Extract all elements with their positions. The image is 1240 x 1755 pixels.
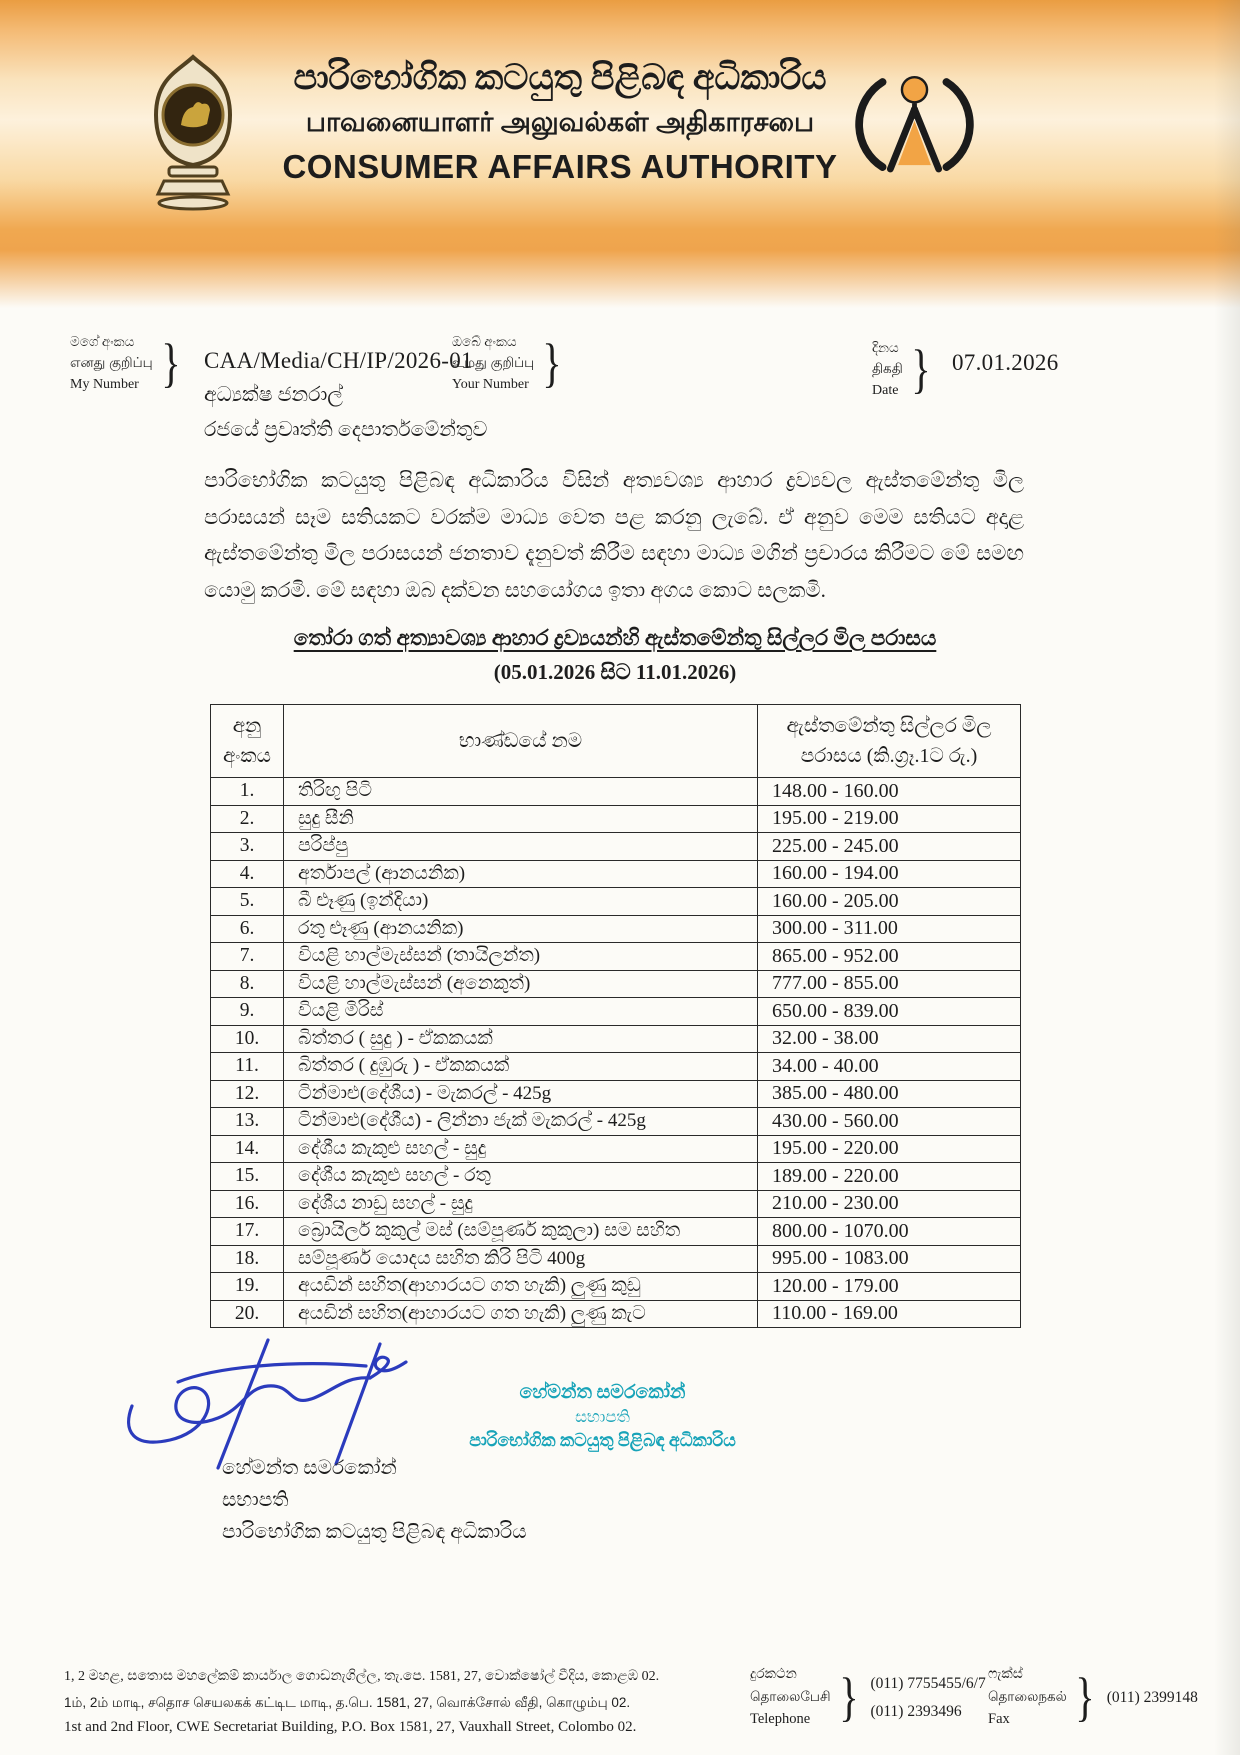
date-label-english: Date (872, 382, 899, 398)
table-row (211, 1273, 1021, 1301)
row-item-name: තිරිඟු පිටි (284, 778, 758, 806)
row-serial: 6. (211, 915, 284, 943)
row-item-name: බී ළූණු (ඉන්දියා) (284, 888, 758, 916)
brace-icon (911, 345, 930, 394)
table-row (211, 1190, 1021, 1218)
row-item-name: වියළි මිරිස් (284, 998, 758, 1026)
row-price-range: 300.00 - 311.00 (758, 915, 1021, 943)
footer-address (64, 1664, 659, 1741)
row-item-name: වියළි හාල්මැස්සන් (තායිලන්ත) (284, 943, 758, 971)
fax-label-tamil: தொலைநகல் (988, 1689, 1067, 1705)
stamp-name: හේමන්ත සමරකෝන් (519, 1382, 686, 1403)
brace-icon (161, 339, 180, 388)
row-price-range: 110.00 - 169.00 (758, 1300, 1021, 1328)
row-price-range: 120.00 - 179.00 (758, 1273, 1021, 1301)
row-serial: 1. (211, 778, 284, 806)
row-serial: 14. (211, 1135, 284, 1163)
fax-label-sinhala: ෆැක්ස් (988, 1667, 1023, 1682)
authority-title-tamil: பாவனையாளர் அலுவல்கள் அதிகாரசபை (305, 106, 815, 137)
row-price-range: 225.00 - 245.00 (758, 833, 1021, 861)
row-item-name: දේශීය නාඩු සහල් - සුදු (284, 1190, 758, 1218)
row-item-name: බ්‍රොයිලර් කුකුල් මස් (සම්පූර්ණ කුකුලා) සම සහිත (284, 1218, 758, 1246)
signatory-block (222, 1452, 527, 1548)
row-item-name: අයඩින් සහිත(ආහාරයට ගත හැකි) ලුණු කුඩු (284, 1273, 758, 1301)
row-item-name: සම්පූර්ණ යොදය සහිත කිරි පිටි 400g (284, 1245, 758, 1273)
row-serial: 3. (211, 833, 284, 861)
my-number-labels (70, 332, 184, 396)
table-title-block (210, 626, 1020, 685)
row-price-range: 995.00 - 1083.00 (758, 1245, 1021, 1273)
date-label-tamil: திகதி (872, 360, 903, 376)
authority-title-sinhala: පාරිභෝගික කටයුතු පිළිබඳ අධිකාරිය (293, 58, 827, 97)
telephone-label-tamil: தொலைபேசி (750, 1689, 831, 1705)
my-number-value: CAA/Media/CH/IP/2026-01 (204, 348, 473, 373)
date-label-sinhala: දිනය (872, 340, 899, 355)
row-serial: 4. (211, 860, 284, 888)
row-price-range: 189.00 - 220.00 (758, 1163, 1021, 1191)
telephone-label-english: Telephone (750, 1710, 811, 1727)
telephone-number-1: (011) 7755455/6/7 (870, 1674, 986, 1692)
addressee-line1: අධ්‍යක්ෂ ජනරාල් (204, 384, 343, 406)
fax-block (988, 1664, 1198, 1731)
letter-body-paragraph: පාරිභෝගික කටයුතු පිළිබඳ අධිකාරිය විසින් අත්‍යවශ්‍ය ආහාර ද්‍රව්‍යවල ඇස්තමේන්තු මිල පරාසයන් සෑම සතියකට වරක්ම මාධ්‍ය වෙත පළ කරනු ලැබේ. ඒ අනුව මෙම සතියට අදාළ ඇස්තමේන්තු මිල පරාසයන් ජනතාව දැනුවත් කිරීම සඳහා මාධ්‍ය මගින් ප්‍රචාරය කිරීමට මේ සමඟ යොමු කරමි. මේ සඳහා ඔබ දක්වන සහයෝගය ඉතා අගය කොට සලකමි. (204, 468, 1024, 602)
letterhead-titles (255, 56, 865, 186)
row-serial: 7. (211, 943, 284, 971)
scan-edge-shadow (1214, 0, 1240, 1755)
table-row (211, 970, 1021, 998)
row-price-range: 148.00 - 160.00 (758, 778, 1021, 806)
table-row (211, 1300, 1021, 1328)
caa-logo-icon (842, 70, 987, 182)
my-number-label-sinhala: මගේ අංකය (70, 334, 135, 349)
table-row (211, 778, 1021, 806)
row-serial: 5. (211, 888, 284, 916)
row-item-name: ටින්මාළු(දේශීය) - ලින්නා ජැක් මැකරල් - 425g (284, 1108, 758, 1136)
brace-icon (1075, 1673, 1094, 1722)
table-row (211, 805, 1021, 833)
table-period: (05.01.2026 සිට 11.01.2026) (493, 660, 737, 684)
stamp-title: සභාපති (575, 1407, 630, 1426)
row-price-range: 32.00 - 38.00 (758, 1025, 1021, 1053)
table-row (211, 1135, 1021, 1163)
letterhead-background-fade (0, 250, 1240, 308)
row-serial: 12. (211, 1080, 284, 1108)
row-serial: 16. (211, 1190, 284, 1218)
my-number-label-tamil: எனது குறிப்பு (70, 354, 153, 370)
table-row (211, 1163, 1021, 1191)
row-price-range: 385.00 - 480.00 (758, 1080, 1021, 1108)
row-item-name: දේශීය කැකුළු සහල් - සුදු (284, 1135, 758, 1163)
table-row (211, 1025, 1021, 1053)
your-number-label-english: Your Number (452, 376, 529, 392)
row-serial: 15. (211, 1163, 284, 1191)
sri-lanka-emblem-icon (138, 50, 248, 216)
date-value: 07.01.2026 (952, 350, 1059, 375)
row-serial: 11. (211, 1053, 284, 1081)
table-row (211, 1080, 1021, 1108)
table-row (211, 1245, 1021, 1273)
row-serial: 17. (211, 1218, 284, 1246)
table-row (211, 1108, 1021, 1136)
table-row (211, 943, 1021, 971)
row-item-name: බිත්තර ( සුදු ) - ඒකකයක් (284, 1025, 758, 1053)
col-header-price: ඇස්තමේන්තු සිල්ලර මිල පරාසය (කි.ග්‍රෑ.1ට රු.) (758, 705, 1021, 778)
row-serial: 2. (211, 805, 284, 833)
price-table (210, 704, 1021, 1328)
fax-label-english: Fax (988, 1710, 1010, 1727)
row-price-range: 777.00 - 855.00 (758, 970, 1021, 998)
row-serial: 19. (211, 1273, 284, 1301)
address-english: 1st and 2nd Floor, CWE Secretariat Building, P.O. Box 1581, 27, Vauxhall Street, Colombo 02. (64, 1719, 637, 1735)
table-header-row (211, 705, 1021, 778)
telephone-number-2: (011) 2393496 (870, 1702, 962, 1720)
telephone-block (750, 1664, 986, 1731)
signatory-organization: පාරිභෝගික කටයුතු පිළිබඳ අධිකාරිය (222, 1521, 527, 1543)
authority-title-english: CONSUMER AFFAIRS AUTHORITY (282, 147, 838, 185)
row-price-range: 34.00 - 40.00 (758, 1053, 1021, 1081)
row-item-name: සුදු සීනි (284, 805, 758, 833)
row-item-name: පරිප්පු (284, 833, 758, 861)
brace-icon (839, 1673, 858, 1722)
my-number-label-english: My Number (70, 376, 139, 392)
row-item-name: අර්තාපල් (ආනයනික) (284, 860, 758, 888)
table-row (211, 888, 1021, 916)
your-number-label-tamil: உமது குறிப்பு (452, 354, 535, 370)
row-price-range: 800.00 - 1070.00 (758, 1218, 1021, 1246)
row-price-range: 210.00 - 230.00 (758, 1190, 1021, 1218)
date-labels (872, 338, 934, 402)
row-serial: 8. (211, 970, 284, 998)
row-serial: 18. (211, 1245, 284, 1273)
row-item-name: අයඩින් සහිත(ආහාරයට ගත හැකි) ලුණු කැට (284, 1300, 758, 1328)
col-header-serial: අනු අංකය (211, 705, 284, 778)
signatory-name: හේමන්ත සමරකෝන් (222, 1457, 397, 1479)
row-item-name: රතු ළූණු (ආනයනික) (284, 915, 758, 943)
price-table-body (211, 778, 1021, 1328)
your-number-label-sinhala: ඔබේ අංකය (452, 334, 517, 349)
table-row (211, 1218, 1021, 1246)
row-item-name: බිත්තර ( දුඹුරු ) - ඒකකයක් (284, 1053, 758, 1081)
signatory-title: සභාපති (222, 1489, 289, 1511)
brace-icon (542, 339, 561, 388)
address-tamil: 1ம், 2ம் மாடி, சதொச செயலகக் கட்டிட மாடி, த.பெ. 1581, 27, வொக்சோல் வீதி, கொழும்பு 02. (64, 1694, 631, 1710)
addressee-line2: රජයේ ප්‍රවෘත්ති දෙපාර්තමේන්තුව (204, 419, 488, 441)
table-row (211, 998, 1021, 1026)
row-price-range: 195.00 - 220.00 (758, 1135, 1021, 1163)
fax-number: (011) 2399148 (1106, 1688, 1198, 1706)
telephone-label-sinhala: දුරකථන (750, 1667, 797, 1682)
row-item-name: වියළි හාල්මැස්සන් (අනෙකුත්) (284, 970, 758, 998)
address-sinhala: 1, 2 මහළ, සතොස මහලේකම් කාර්යාල ගොඩනැගිල්ල, තැ.පෙ. 1581, 27, වොක්ෂෝල් වීදිය, කොළඹ 02. (64, 1669, 660, 1684)
table-row (211, 915, 1021, 943)
addressee-block (204, 378, 487, 448)
table-row (211, 860, 1021, 888)
row-price-range: 430.00 - 560.00 (758, 1108, 1021, 1136)
row-price-range: 160.00 - 194.00 (758, 860, 1021, 888)
table-row (211, 1053, 1021, 1081)
row-item-name: දේශීය කැකුළු සහල් - රතු (284, 1163, 758, 1191)
row-serial: 20. (211, 1300, 284, 1328)
col-header-item: භාණ්ඩයේ නම (284, 705, 758, 778)
row-price-range: 160.00 - 205.00 (758, 888, 1021, 916)
row-serial: 10. (211, 1025, 284, 1053)
stamp-organization: පාරිභෝගික කටයුතු පිළිබඳ අධිකාරිය (469, 1430, 736, 1450)
chairman-stamp (455, 1382, 750, 1451)
table-row (211, 833, 1021, 861)
row-item-name: ටින්මාළු(දේශීය) - මැකරල් - 425g (284, 1080, 758, 1108)
row-price-range: 650.00 - 839.00 (758, 998, 1021, 1026)
row-serial: 9. (211, 998, 284, 1026)
row-price-range: 865.00 - 952.00 (758, 943, 1021, 971)
row-serial: 13. (211, 1108, 284, 1136)
table-title: තෝරා ගත් අත්‍යාවශ්‍ය ආහාර ද්‍රව්‍යයන්හි ඇස්තමේන්තු සිල්ලර මිල පරාසය (293, 626, 937, 650)
row-price-range: 195.00 - 219.00 (758, 805, 1021, 833)
